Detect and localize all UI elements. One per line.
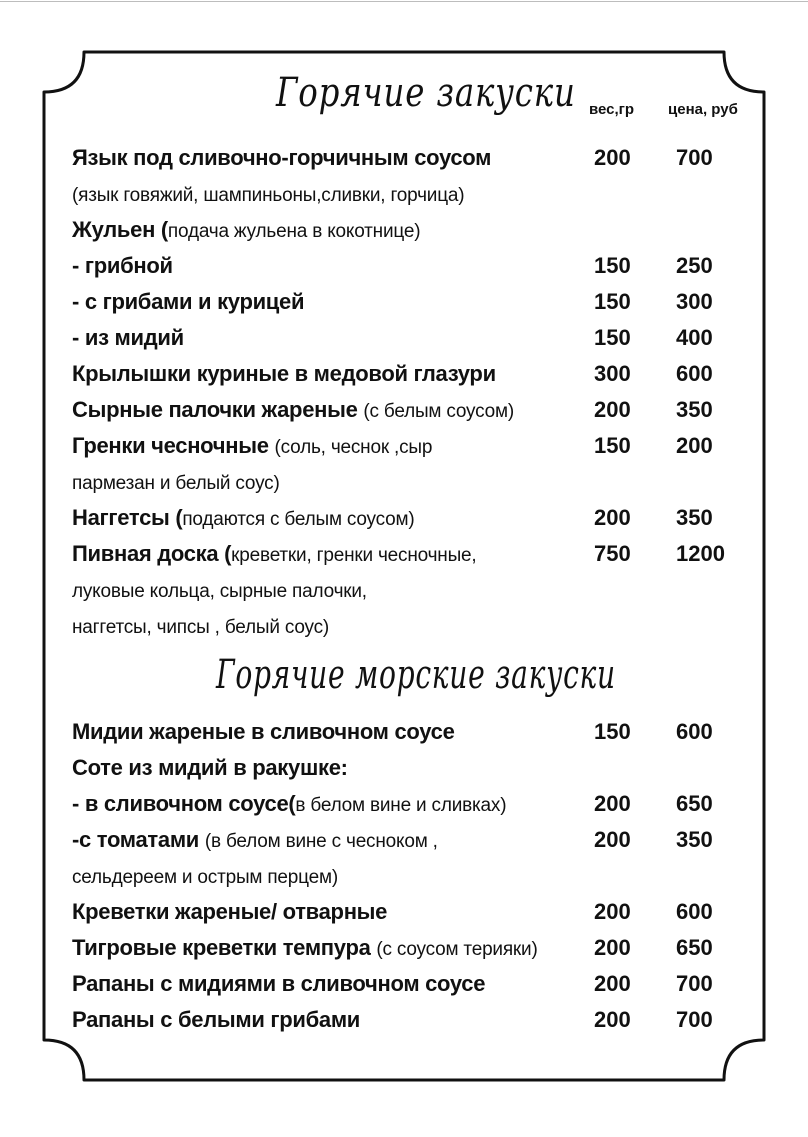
- menu-item-name: [72, 433, 432, 461]
- menu-item-name: [72, 827, 438, 855]
- menu-item-row: [0, 935, 808, 971]
- item-weight: 150: [594, 289, 631, 314]
- item-weight: 200: [594, 145, 631, 170]
- menu-item-name: [72, 397, 514, 425]
- menu-item-row: [0, 863, 808, 899]
- item-weight: 150: [594, 325, 631, 350]
- item-title: Крылышки куриные в медовой глазури: [72, 361, 496, 386]
- menu-item-name: [72, 935, 538, 963]
- item-weight: 150: [594, 433, 631, 458]
- item-description: луковые кольца, сырные палочки,: [72, 581, 367, 602]
- menu-item-row: [0, 145, 808, 181]
- menu-item-row: [0, 577, 808, 613]
- item-price: 350: [676, 397, 713, 422]
- item-title: Пивная доска (: [72, 541, 232, 566]
- item-title: Тигровые креветки темпура: [72, 935, 377, 960]
- menu-item-row: [0, 397, 808, 433]
- item-title: Рапаны с белыми грибами: [72, 1007, 361, 1032]
- menu-item-row: [0, 719, 808, 755]
- menu-item-name: [72, 791, 506, 819]
- item-title: Сырные палочки жареные: [72, 397, 364, 422]
- menu-item-name: [72, 253, 173, 281]
- item-weight: 300: [594, 361, 631, 386]
- item-price: 700: [676, 971, 713, 996]
- menu-item-row: [0, 791, 808, 827]
- menu-item-row: [0, 613, 808, 649]
- item-price: 600: [676, 899, 713, 924]
- price-column-header: цена, руб: [668, 101, 738, 118]
- item-description: (в белом вине с чесноком ,: [204, 831, 438, 852]
- item-description: пармезан и белый соус): [72, 473, 280, 494]
- item-title: Соте из мидий в ракушке:: [72, 755, 348, 780]
- weight-column-header: вес,гр: [589, 101, 635, 118]
- item-title: -с томатами: [72, 827, 205, 852]
- section2-title: Горячие морские закуски: [216, 652, 616, 698]
- menu-item-row: [0, 505, 808, 541]
- item-weight: 200: [594, 935, 631, 960]
- item-price: 700: [676, 1007, 713, 1032]
- item-weight: 750: [594, 541, 631, 566]
- menu-item-row: [0, 541, 808, 577]
- item-description: сельдереем и острым перцем): [72, 867, 338, 888]
- item-title: - грибной: [72, 253, 173, 278]
- menu-item-name: [72, 469, 280, 497]
- menu-item-name: [72, 541, 476, 569]
- menu-item-row: [0, 899, 808, 935]
- menu-item-row: [0, 361, 808, 397]
- item-weight: 200: [594, 971, 631, 996]
- menu-item-row: [0, 827, 808, 863]
- item-title: Креветки жареные/ отварные: [72, 899, 388, 924]
- item-price: 650: [676, 791, 713, 816]
- item-weight: 150: [594, 719, 631, 744]
- item-price: 700: [676, 145, 713, 170]
- item-title: - из мидий: [72, 325, 184, 350]
- menu-item-name: [72, 181, 464, 209]
- item-weight: 200: [594, 827, 631, 852]
- item-price: 350: [676, 505, 713, 530]
- item-description: в белом вине и сливках): [295, 795, 507, 816]
- item-title: Язык под сливочно-горчичным соусом: [72, 145, 492, 170]
- menu-item-name: [72, 863, 338, 891]
- item-price: 200: [676, 433, 713, 458]
- menu-item-name: [72, 899, 387, 927]
- menu-item-row: [0, 469, 808, 505]
- item-title: Мидии жареные в сливочном соусе: [72, 719, 455, 744]
- item-description: (с белым соусом): [363, 401, 514, 422]
- menu-item-name: [72, 577, 367, 605]
- menu-item-row: [0, 971, 808, 1007]
- menu-item-name: [72, 145, 491, 173]
- section1-title: Горячие закуски: [276, 70, 576, 116]
- item-price: 300: [676, 289, 713, 314]
- menu-item-row: [0, 433, 808, 469]
- item-price: 250: [676, 253, 713, 278]
- menu-item-row: [0, 755, 808, 791]
- item-weight: 200: [594, 397, 631, 422]
- item-title: Жульен (: [72, 217, 168, 242]
- menu-item-name: [72, 971, 485, 999]
- menu-item-row: [0, 253, 808, 289]
- menu-item-row: [0, 325, 808, 361]
- item-title: - в сливочном соусе(: [72, 791, 296, 816]
- item-price: 600: [676, 361, 713, 386]
- item-price: 1200: [676, 541, 725, 566]
- item-description: подача жульена в кокотнице): [167, 221, 421, 242]
- item-weight: 200: [594, 899, 631, 924]
- item-description: наггетсы, чипсы , белый соус): [72, 617, 330, 638]
- menu-item-name: [72, 289, 304, 317]
- menu-item-row: [0, 181, 808, 217]
- item-title: - с грибами и курицей: [72, 289, 305, 314]
- menu-item-name: [72, 505, 415, 533]
- item-description: (с соусом терияки): [376, 939, 538, 960]
- item-price: 400: [676, 325, 713, 350]
- item-description: (язык говяжий, шампиньоны,сливки, горчица): [72, 185, 465, 206]
- menu-item-row: [0, 217, 808, 253]
- menu-item-name: [72, 755, 348, 783]
- item-description: (соль, чеснок ,сыр: [274, 437, 433, 458]
- item-description: креветки, гренки чесночные,: [231, 545, 477, 566]
- menu-item-name: [72, 613, 329, 641]
- menu-item-row: [0, 1007, 808, 1043]
- item-price: 350: [676, 827, 713, 852]
- menu-item-name: [72, 217, 420, 245]
- menu-item-name: [72, 1007, 360, 1035]
- menu-item-name: [72, 719, 455, 747]
- item-title: Гренки чесночные: [72, 433, 275, 458]
- item-weight: 150: [594, 253, 631, 278]
- item-title: Наггетсы (: [72, 505, 183, 530]
- item-description: подаются с белым соусом): [182, 509, 415, 530]
- item-price: 650: [676, 935, 713, 960]
- item-price: 600: [676, 719, 713, 744]
- menu-item-name: [72, 361, 496, 389]
- item-title: Рапаны с мидиями в сливочном соусе: [72, 971, 486, 996]
- menu-item-name: [72, 325, 184, 353]
- menu-item-row: [0, 289, 808, 325]
- item-weight: 200: [594, 791, 631, 816]
- item-weight: 200: [594, 1007, 631, 1032]
- item-weight: 200: [594, 505, 631, 530]
